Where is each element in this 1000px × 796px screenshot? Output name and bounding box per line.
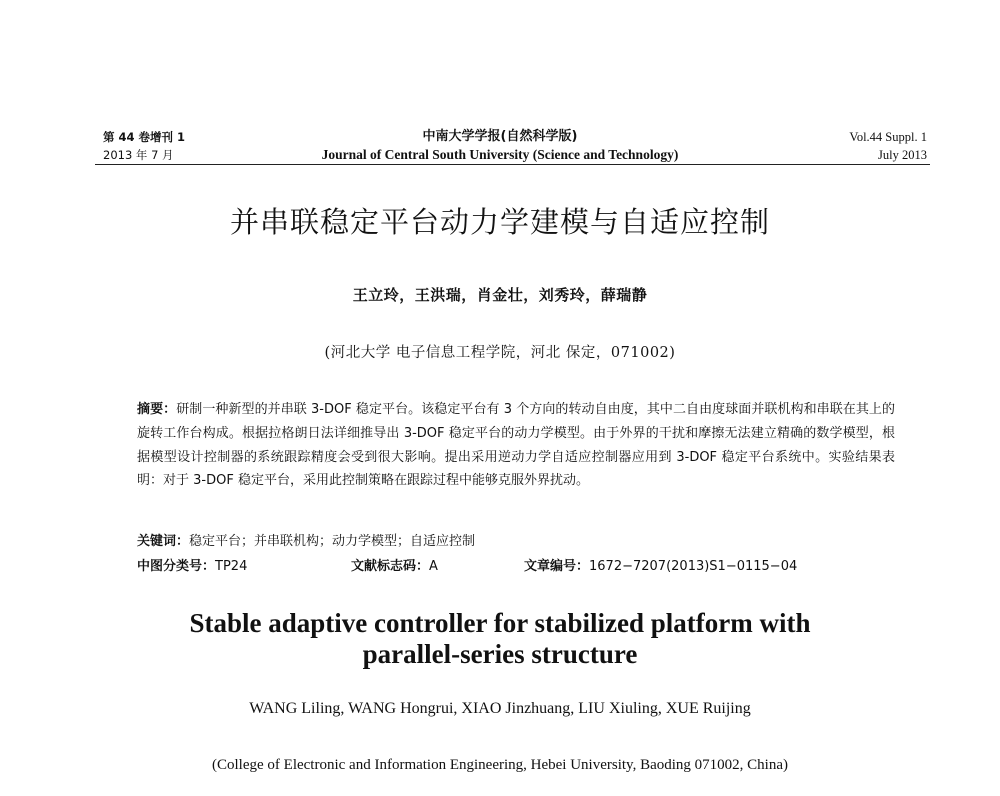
paper-title-cn: 并串联稳定平台动力学建模与自适应控制 [229,205,770,239]
doc-value: A [429,559,438,574]
doc-label: 文献标志码： [351,559,430,574]
doc-code [351,557,438,577]
header-date-cn: 2013 年 7 月 [103,148,174,162]
journal-name [300,128,700,164]
keywords-cn [137,532,895,552]
article-label: 文章编号： [524,559,590,574]
journal-name-cn: 中南大学学报(自然科学版) [422,129,578,144]
header-date-en: July 2013 [878,148,927,162]
header-volume: 第 44 卷增刊 1 [103,130,186,144]
header-issue-info [849,128,927,164]
abstract-cn [137,398,895,493]
affiliation-cn: (河北大学 电子信息工程学院，河北 保定，071002) [324,345,676,361]
header-volume-info [103,128,185,164]
article-number [524,557,797,577]
clc-code [137,557,247,577]
header-rule [95,164,930,165]
keywords-label: 关键词： [137,534,190,549]
clc-label: 中图分类号： [137,559,216,574]
abstract-text: 研制一种新型的并串联 3-DOF 稳定平台。该稳定平台有 3 个方向的转动自由度，其中二自由度球面并联机构和串联在其上的旋转工作台构成。根据拉格朗日法详细推导出 3-DOF 稳定平台的动力学模型。由于外界的干扰和摩擦无法建立精确的数学模型，根据模型设计控制器的系统跟踪精度会受到很大影响。提出采用逆动力学自适应控制器应用到 3-DOF 稳定平台系统中。实验结果表明：对于 3-DOF 稳定平台，采用此控制策略在跟踪过程中能够克服外界扰动。 [137,402,895,489]
affiliation-en: (College of Electronic and Information Engineering, Hebei University, Baoding 071002, China) [212,757,788,773]
header-vol-suppl: Vol.44 Suppl. 1 [849,130,927,144]
keywords-text: 稳定平台；并串联机构；动力学模型；自适应控制 [189,534,476,549]
journal-name-en: Journal of Central South University (Science and Technology) [321,147,679,162]
clc-value: TP24 [215,559,248,574]
abstract-label: 摘要： [137,402,177,417]
paper-title-en-line1: Stable adaptive controller for stabilized platform with [189,608,811,638]
authors-en: WANG Liling, WANG Hongrui, XIAO Jinzhuang, LIU Xiuling, XUE Ruijing [249,700,751,717]
paper-title-en [0,608,1000,670]
article-value: 1672−7207(2013)S1−0115−04 [589,559,798,574]
paper-title-en-line2: parallel-series structure [362,639,638,669]
authors-cn: 王立玲，王洪瑞，肖金壮，刘秀玲，薛瑞静 [352,286,648,304]
